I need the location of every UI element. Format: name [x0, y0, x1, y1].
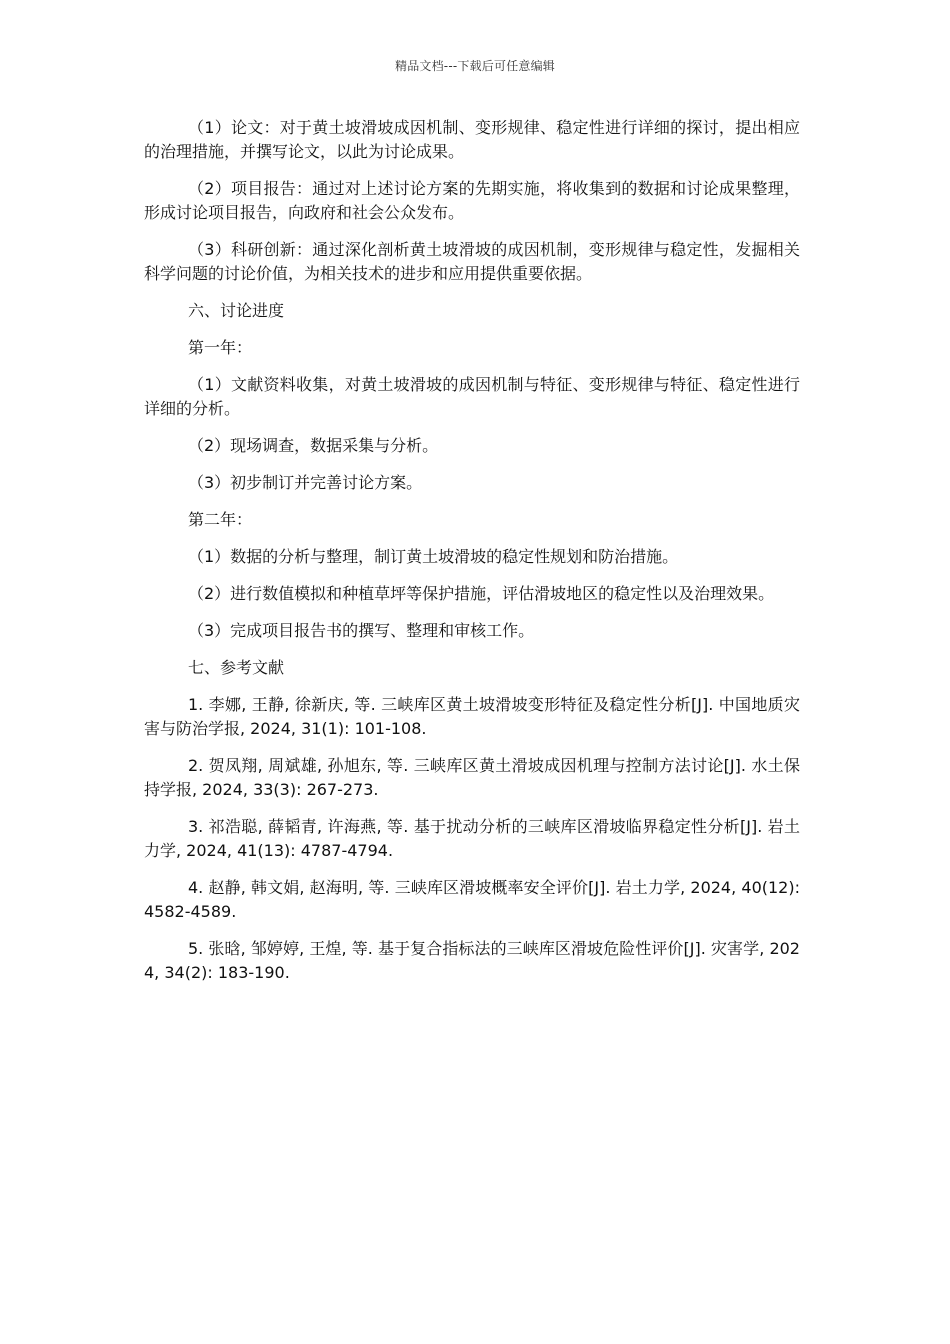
year-two-label: 第二年：	[188, 510, 253, 529]
reference-item: 1. 李娜, 王静, 徐新庆, 等. 三峡库区黄土坡滑坡变形特征及稳定性分析[J]. 中国地质灾害与防治学报, 2024, 31(1): 101-108.	[144, 695, 800, 738]
document-body	[144, 116, 800, 998]
year-one-item: （3）初步制订并完善讨论方案。	[188, 473, 423, 492]
year-two-item: （2）进行数值模拟和种植草坪等保护措施，评估滑坡地区的稳定性以及治理效果。	[188, 584, 775, 603]
year-two-item: （1）数据的分析与整理，制订黄土坡滑坡的稳定性规划和防治措施。	[188, 547, 679, 566]
year-one-label: 第一年：	[188, 338, 253, 357]
year-one-item: （2）现场调查，数据采集与分析。	[188, 436, 439, 455]
outcome-paper: （1）论文：对于黄土坡滑坡成因机制、变形规律、稳定性进行详细的探讨，提出相应的治理措施，并撰写论文，以此为讨论成果。	[144, 118, 800, 161]
section-heading-schedule: 六、讨论进度	[188, 301, 285, 320]
reference-item: 3. 祁浩聪, 薛韬青, 许海燕, 等. 基于扰动分析的三峡库区滑坡临界稳定性分析[J]. 岩土力学, 2024, 41(13): 4787-4794.	[144, 817, 800, 860]
page-header: 精品文档---下载后可任意编辑	[395, 59, 555, 73]
outcome-research-innovation: （3）科研创新：通过深化剖析黄土坡滑坡的成因机制，变形规律与稳定性，发掘相关科学问题的讨论价值，为相关技术的进步和应用提供重要依据。	[144, 240, 800, 283]
section-heading-references: 七、参考文献	[188, 658, 285, 677]
year-two-item: （3）完成项目报告书的撰写、整理和审核工作。	[188, 621, 535, 640]
outcome-project-report: （2）项目报告：通过对上述讨论方案的先期实施，将收集到的数据和讨论成果整理，形成讨论项目报告，向政府和社会公众发布。	[144, 179, 800, 222]
reference-item: 5. 张晗, 邹婷婷, 王煌, 等. 基于复合指标法的三峡库区滑坡危险性评价[J]. 灾害学, 2024, 34(2): 183-190.	[144, 939, 800, 982]
year-one-item: （1）文献资料收集，对黄土坡滑坡的成因机制与特征、变形规律与特征、稳定性进行详细的分析。	[144, 375, 800, 418]
reference-item: 4. 赵静, 韩文娟, 赵海明, 等. 三峡库区滑坡概率安全评价[J]. 岩土力学, 2024, 40(12): 4582-4589.	[144, 878, 800, 921]
reference-item: 2. 贺凤翔, 周斌雄, 孙旭东, 等. 三峡库区黄土滑坡成因机理与控制方法讨论[J]. 水土保持学报, 2024, 33(3): 267-273.	[144, 756, 800, 799]
